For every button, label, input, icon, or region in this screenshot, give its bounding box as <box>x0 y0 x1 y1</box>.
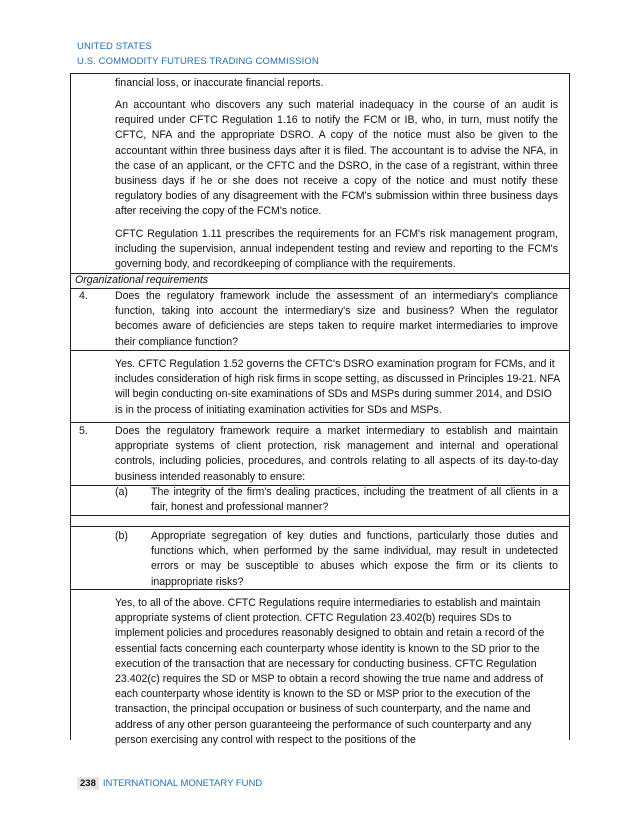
assessment-table <box>70 73 570 746</box>
answer-4-text: Yes. CFTC Regulation 1.52 governs the CFTC's DSRO examination program for FCMs, and it includes consideration of high risk firms in scope setting, as discussed in Principles 19-21. NFA will begin conducting on-site examinations of SDs and MSPs during summer 2014, and DSIO is in the process of initiating examination activities for SDs and MSPs. <box>115 358 560 416</box>
question-5-text: Does the regulatory framework require a market intermediary to establish and maintain appropriate systems of client protection, risk management and internal and operational controls, including policies, procedures, and controls relating to all aspects of its day-to-day business intended reasonably to ensure: <box>115 425 558 483</box>
continued-paragraph: financial loss, or inaccurate financial reports. <box>115 77 324 89</box>
footer-organization: INTERNATIONAL MONETARY FUND <box>102 778 263 789</box>
row-divider <box>71 515 569 516</box>
row-divider <box>71 589 569 590</box>
page-number: 238 <box>77 777 99 790</box>
running-header-country: UNITED STATES <box>77 41 152 52</box>
answer-5-text: Yes, to all of the above. CFTC Regulations require intermediaries to establish and maintain appropriate systems of client protection. CFTC Regulation 23.402(b) requires SDs to implement policies and procedures reasonably designed to obtain and retain a record of the essential facts concerning each counterparty whose identity is known to the SD prior to the execution of the transaction that are necessary for conducting business. CFTC Regulation 23.402(c) requires the SD or MSP to obtain a record showing the true name and address of each counterparty whose identity is known to the SD or MSP prior to the execution of the transaction, the principal occupation or business of such counterparty, and the name and address of any other person guaranteeing the performance of such counterparty and any person exercising any control with respect to the positions of the <box>115 597 545 746</box>
row-divider <box>71 422 569 423</box>
row-divider <box>71 350 569 351</box>
sub-item-label-b: (b) <box>115 530 128 542</box>
running-header-agency: U.S. COMMODITY FUTURES TRADING COMMISSION <box>77 56 319 67</box>
row-divider <box>71 526 569 527</box>
sub-question-b-text: Appropriate segregation of key duties and functions, particularly those duties and functions which, when performed by the same individual, may result in undetected errors or may be susceptible to abuses which expose the firm or its clients to inappropriate risks? <box>151 530 558 588</box>
risk-management-paragraph: CFTC Regulation 1.11 prescribes the requirements for an FCM's risk management program, including the supervision, annual independent testing and review and reporting to the FCM's governing body, and recordkeeping of compliance with the requirements. <box>115 228 558 271</box>
section-heading: Organizational requirements <box>75 274 209 286</box>
question-number: 5. <box>79 425 88 437</box>
sub-question-a-text: The integrity of the firm's dealing practices, including the treatment of all clients in a fair, honest and professional manner? <box>151 486 558 514</box>
question-number: 4. <box>79 290 88 302</box>
accountant-notice-paragraph: An accountant who discovers any such material inadequacy in the course of an audit is required under CFTC Regulation 1.16 to notify the FCM or IB, who, in turn, must notify the CFTC, NFA and the appropriate DSRO. A copy of the notice must also be given to the accountant within three business days after it is filed. The accountant is to advise the NFA, in the case of an applicant, or the CFTC and the DSRO, in the case of a registrant, within three business days if he or she does not receive a copy of the notice and must notify these regulatory bodies of any disagreement with the FCM's submission within three business days after receiving the copy of the FCM's notice. <box>115 99 558 218</box>
page-footer <box>77 778 262 789</box>
question-4-text: Does the regulatory framework include the assessment of an intermediary's compliance function, taking into account the intermediary's size and business? When the regulator becomes aware of deficiencies are steps taken to require market intermediaries to improve their compliance function? <box>115 290 558 348</box>
sub-item-label-a: (a) <box>115 486 128 498</box>
